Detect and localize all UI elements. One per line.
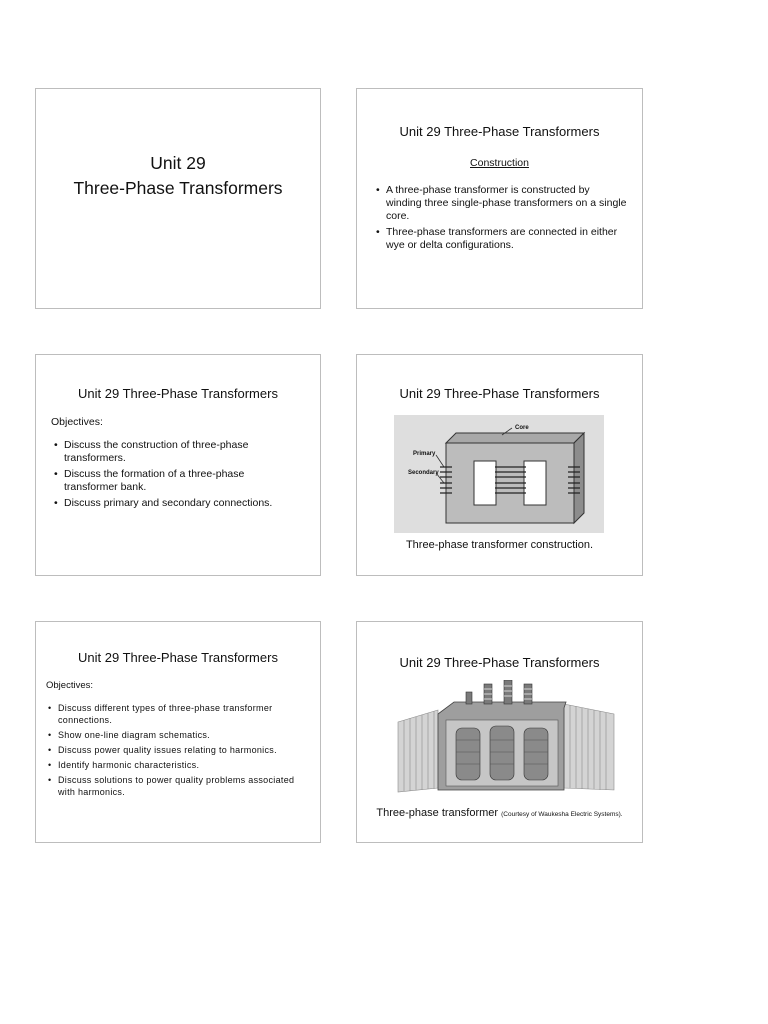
caption-main: Three-phase transformer (376, 807, 502, 819)
slide-5 (35, 621, 321, 843)
slide-title: Unit 29 Three-Phase Transformers (399, 655, 600, 670)
figure-caption (357, 807, 642, 819)
bullet-item: • Discuss power quality issues relating to harmonics. (47, 744, 309, 756)
slide-title: Unit 29 Three-Phase Transformers (399, 386, 600, 401)
slide-title: Unit 29 Three-Phase Transformers (78, 386, 278, 401)
slide-title: Unit 29 Three-Phase Transformers (78, 650, 278, 665)
bullet-item: • Discuss different types of three-phase transformer connections. (47, 702, 309, 726)
bullet-item: • Discuss solutions to power quality problems associated with harmonics. (47, 774, 309, 798)
bullet-item: • Discuss primary and secondary connections. (53, 497, 298, 510)
bullet-item: • A three-phase transformer is constructed by winding three single-phase transformers on a single core. (375, 184, 627, 223)
bullet-item: • Show one-line diagram schematics. (47, 729, 309, 741)
slide-title: Unit 29 Three-Phase Transformers (399, 124, 600, 139)
bullet-list (375, 184, 627, 255)
bullet-item: • Discuss the construction of three-phase transformers. (53, 439, 298, 465)
bullet-list (47, 702, 309, 801)
core-label: Core (515, 425, 529, 431)
subheading-construction: Construction (470, 157, 529, 169)
title-line-1: Unit 29 (150, 153, 206, 173)
objectives-label: Objectives: (46, 680, 93, 691)
transformer-core-diagram (394, 415, 604, 533)
bullet-item: • Identify harmonic characteristics. (47, 759, 309, 771)
slide-3 (35, 354, 321, 576)
slide-title (36, 151, 320, 201)
slide-2 (356, 88, 643, 309)
figure-caption: Three-phase transformer construction. (405, 539, 594, 551)
caption-credit: (Courtesy of Waukesha Electric Systems). (501, 811, 623, 818)
primary-label: Primary (413, 451, 436, 457)
secondary-label: Secondary (408, 470, 439, 476)
slide-6 (356, 621, 643, 843)
bullet-list (53, 439, 298, 513)
title-line-2: Three-Phase Transformers (73, 178, 283, 198)
slide-4 (356, 354, 643, 576)
objectives-label: Objectives: (51, 416, 103, 428)
bullet-item: • Discuss the formation of a three-phase transformer bank. (53, 468, 298, 494)
bullet-item: • Three-phase transformers are connected in either wye or delta configurations. (375, 226, 627, 252)
transformer-photo (394, 680, 619, 800)
slide-1 (35, 88, 321, 309)
